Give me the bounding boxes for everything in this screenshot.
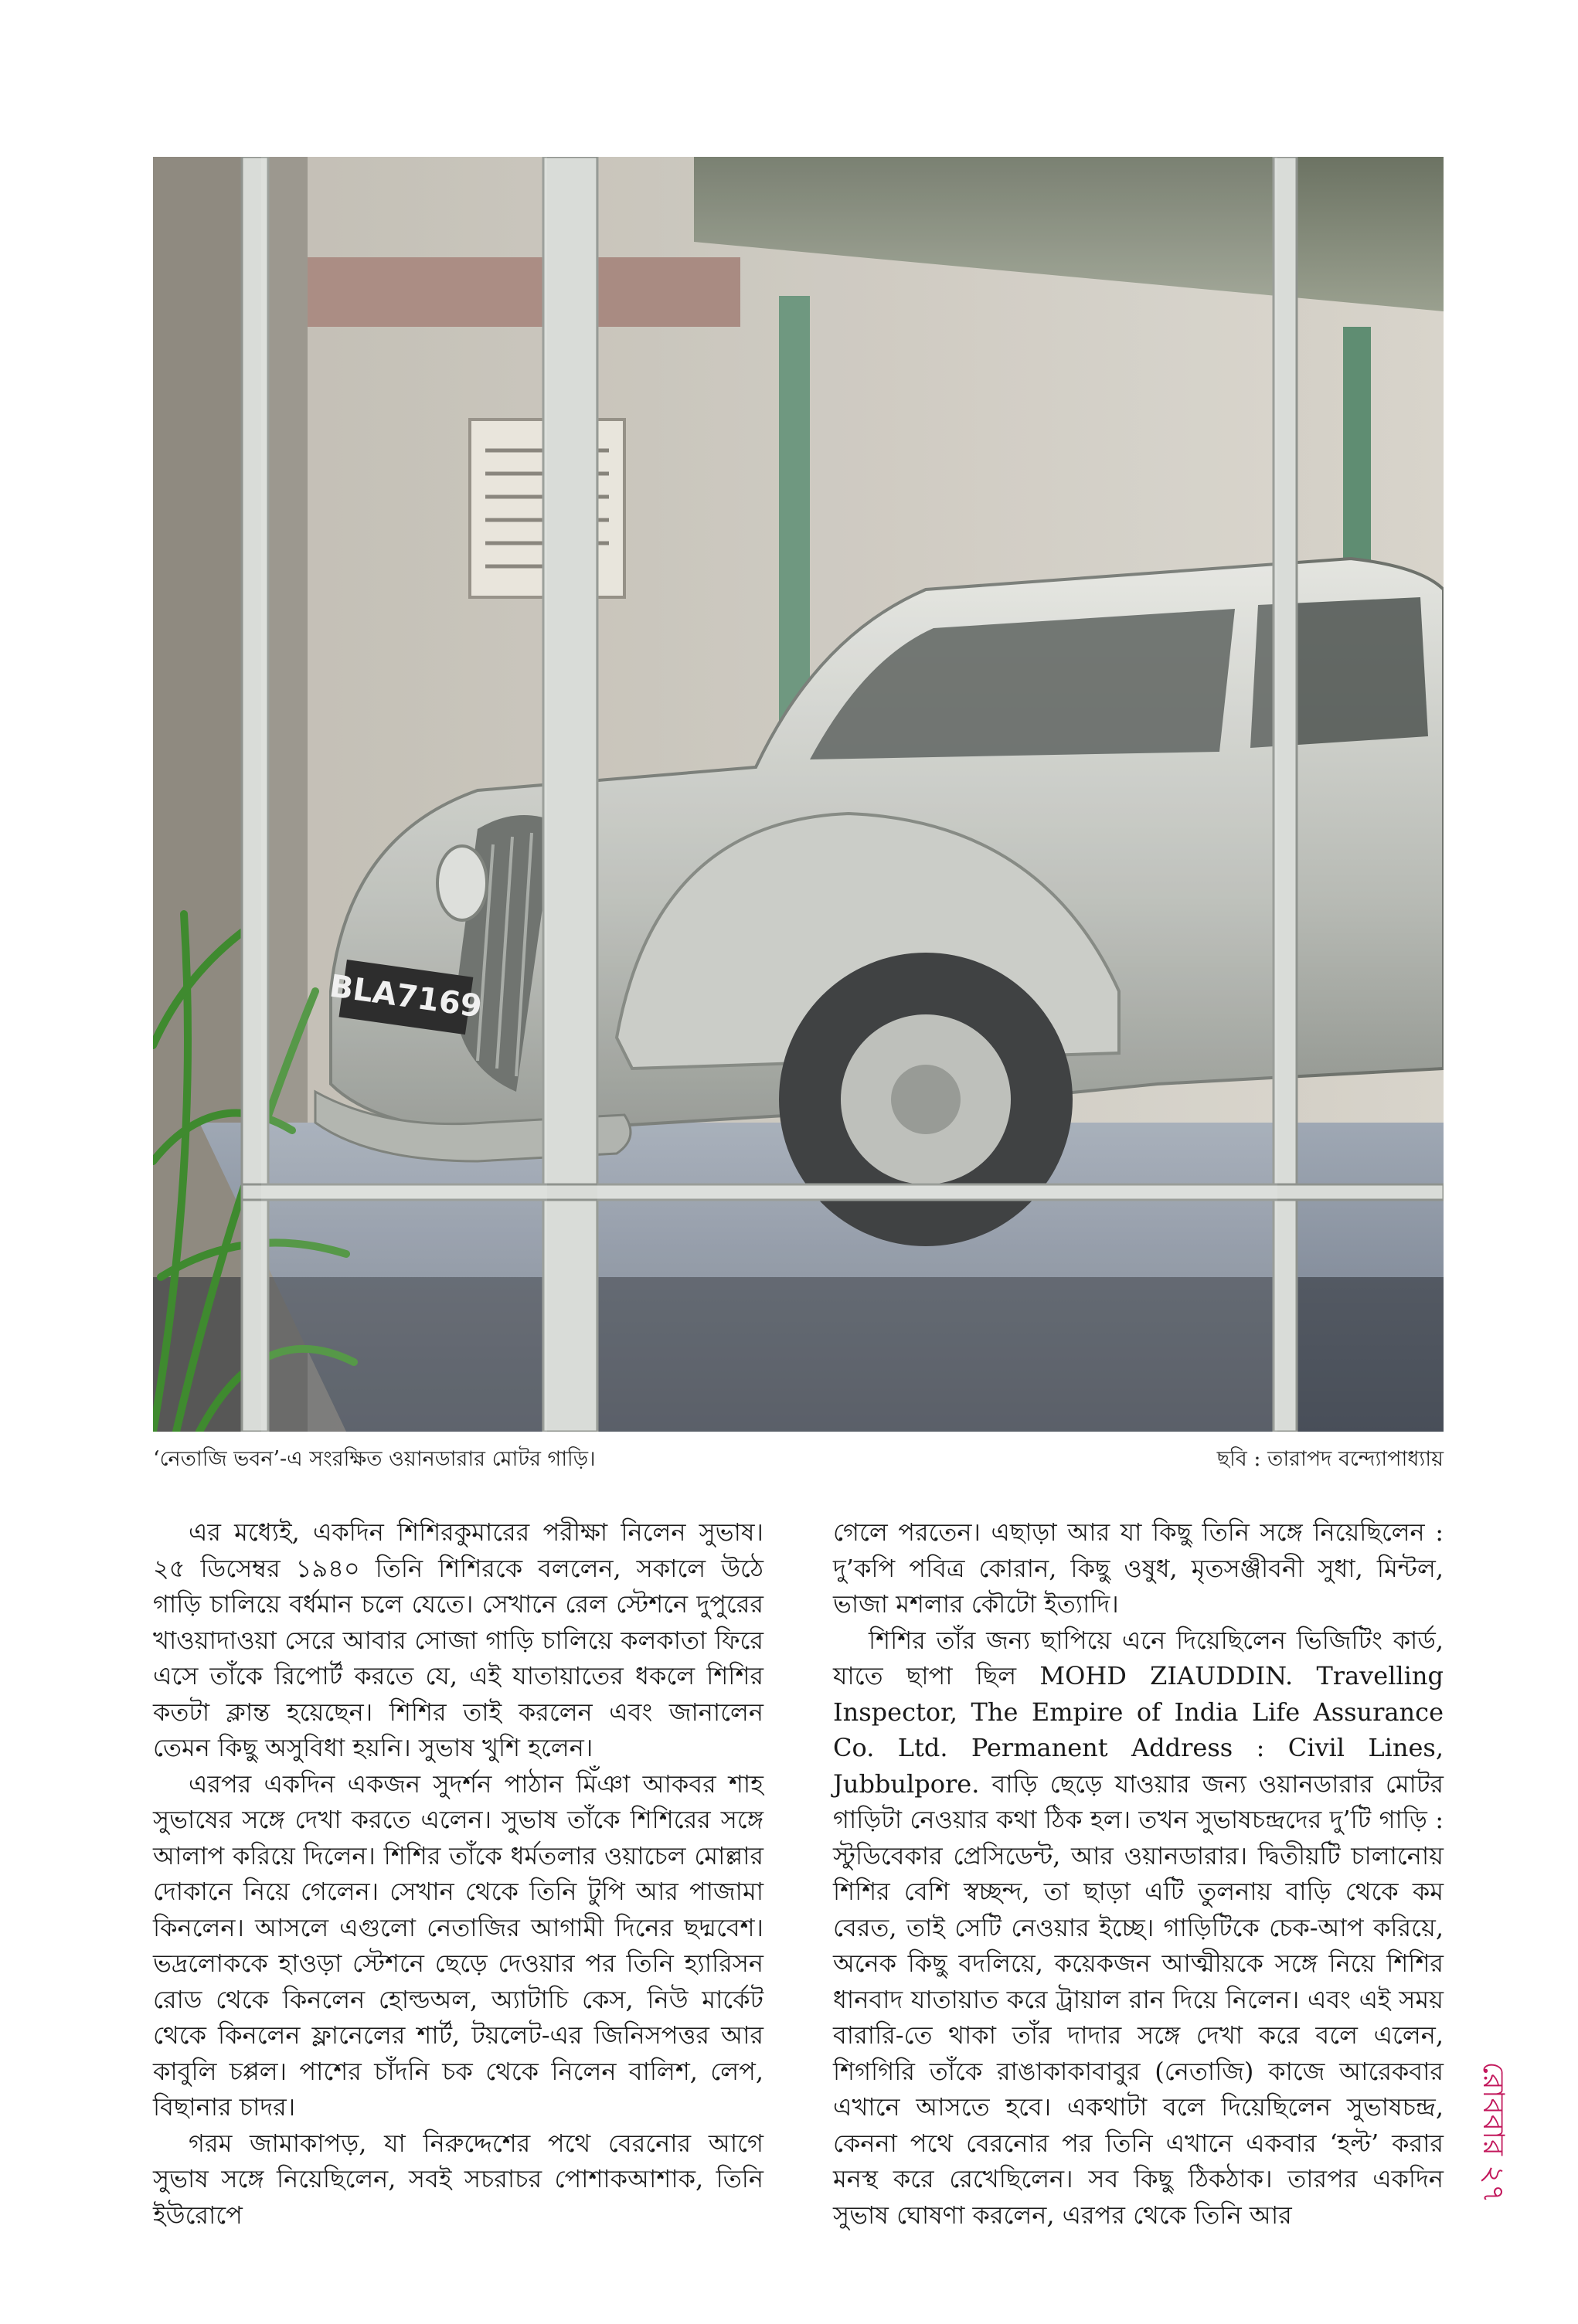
page-folio: [1468, 2040, 1515, 2225]
paragraph: গরম জামাকাপড়, যা নিরুদ্দেশের পথে বেরনোর আগে সুভাষ সঙ্গে নিয়েছিলেন, সবই সচরাচর পোশাকআশাক, তিনি ইউরোপে: [153, 2128, 763, 2230]
photo-credit: ছবি : তারাপদ বন্দ্যোপাধ্যায়: [1216, 1447, 1444, 1471]
paragraph: শিশির তাঁর জন্য ছাপিয়ে এনে দিয়েছিলেন ভিজিটিং কার্ড, যাতে ছাপা ছিল MOHD ZIAUDDIN. Travelling Inspector, The Empire of India Life Assurance Co. Ltd. Permanent Address : Civil Lines, Jubbulpore. বাড়ি ছেড়ে যাওয়ার জন্য ওয়ানডারার মোটর গাড়িটা নেওয়ার কথা ঠিক হল। তখন সুভাষচন্দ্রদের দু’টি গাড়ি : স্টুডিবেকার প্রেসিডেন্ট, আর ওয়ানডারার। দ্বিতীয়টি চালানোয় শিশির বেশি স্বচ্ছন্দ, তা ছাড়া এটি তুলনায় বাড়ি থেকে কম বেরত, তাই সেটি নেওয়ার ইচ্ছে। গাড়িটিকে চেক-আপ করিয়ে, অনেক কিছু বদলিয়ে, কয়েকজন আত্মীয়কে সঙ্গে নিয়ে শিশির ধানবাদ যাতায়াত করে ট্রায়াল রান দিয়ে নিলেন। এবং এই সময় বারারি-তে থাকা তাঁর দাদার সঙ্গে দেখা করে বলে এলেন, শিগগিরি তাঁকে রাঙাকাকাবাবুর (নেতাজি) কাজে আরেকবার এখানে আসতে হবে। একথাটা বলে দিয়েছিলেন সুভাষচন্দ্র, কেননা পথে বেরনোর পর তিনি এখানে একবার ‘হল্ট’ করার মনস্থ করে রেখেছিলেন। সব কিছু ঠিকঠাক। তারপর একদিন সুভাষ ঘোষণা করলেন, এরপর থেকে তিনি আর: [833, 1625, 1444, 2230]
article-column-right: [833, 1514, 1444, 2233]
car-museum-photo: [153, 157, 1444, 1432]
paragraph: গেলে পরতেন। এছাড়া আর যা কিছু তিনি সঙ্গে নিয়েছিলেন : দু’কপি পবিত্র কোরান, কিছু ওষুধ, মৃতসঞ্জীবনী সুধা, মিন্টল, ভাজা মশলার কৌটো ইত্যাদি।: [833, 1517, 1444, 1619]
paragraph: এর মধ্যেই, একদিন শিশিরকুমারের পরীক্ষা নিলেন সুভাষ। ২৫ ডিসেম্বর ১৯৪০ তিনি শিশিরকে বললেন, সকালে উঠে গাড়ি চালিয়ে বর্ধমান চলে যেতে। সেখানে রেল স্টেশনে দুপুরের খাওয়াদাওয়া সেরে আবার সোজা গাড়ি চালিয়ে কলকাতা ফিরে এসে তাঁকে রিপোর্ট করতে যে, এই যাতায়াতের ধকলে শিশির কতটা ক্লান্ত হয়েছেন। শিশির তাই করলেন এবং জানালেন তেমন কিছু অসুবিধা হয়নি। সুভাষ খুশি হলেন।: [153, 1517, 763, 1762]
folio-text: রোববার ২৭: [1477, 2061, 1511, 2203]
paragraph: এরপর একদিন একজন সুদর্শন পাঠান মিঁঞা আকবর শাহ সুভাষের সঙ্গে দেখা করতে এলেন। সুভাষ তাঁকে শিশিরের সঙ্গে আলাপ করিয়ে দিলেন। শিশির তাঁকে ধর্মতলার ওয়াচেল মোল্লার দোকানে নিয়ে গেলেন। সেখান থেকে তিনি টুপি আর পাজামা কিনলেন। আসলে এগুলো নেতাজির আগামী দিনের ছদ্মবেশ। ভদ্রলোককে হাওড়া স্টেশনে ছেড়ে দেওয়ার পর তিনি হ্যারিসন রোড থেকে কিনলেন হোল্ডঅল, অ্যাটাচি কেস, নিউ মার্কেট থেকে কিনলেন ফ্লানেলের শার্ট, টয়লেট-এর জিনিসপত্তর আর কাবুলি চপ্পল। পাশের চাঁদনি চক থেকে নিলেন বালিশ, লেপ, বিছানার চাদর।: [153, 1768, 763, 2122]
car-photo: [153, 157, 1444, 1432]
plate-text: BLA7169: [327, 968, 485, 1025]
photo-caption: ‘নেতাজি ভবন’-এ সংরক্ষিত ওয়ানডারার মোটর গাড়ি।: [153, 1447, 596, 1471]
article-column-left: [153, 1514, 763, 2233]
